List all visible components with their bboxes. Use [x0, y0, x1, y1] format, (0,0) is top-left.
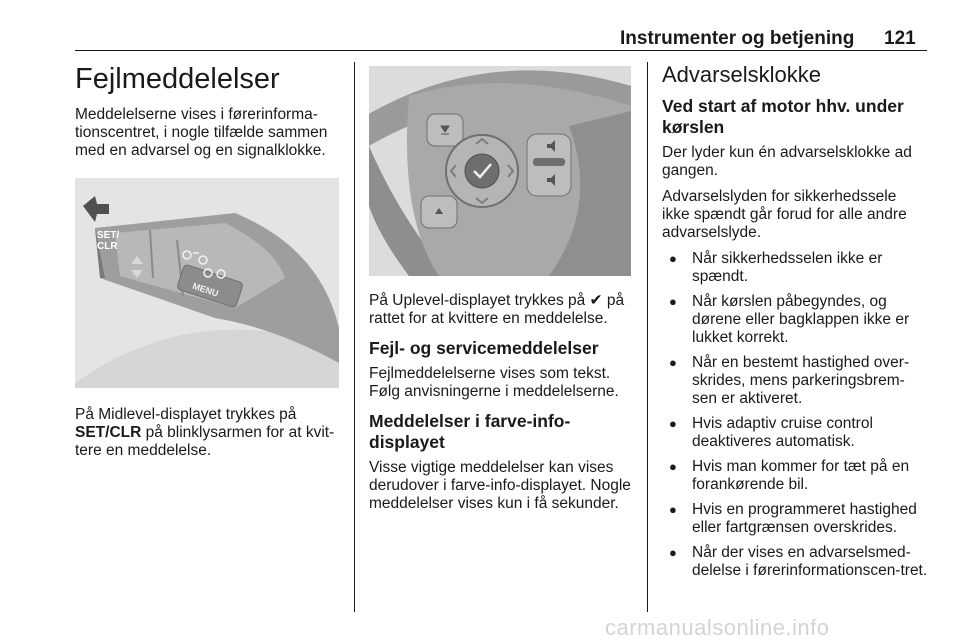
paragraph-fejl-service: Fejlmeddelelserne vises som tekst. Følg anvisningerne i meddelelserne.: [369, 365, 619, 400]
list-item: ● Når sikkerhedsselen ikke er spændt.: [662, 250, 928, 286]
subheading-fejl-service: Fejl- og servicemeddelelser: [369, 338, 599, 358]
page-header-title: Instrumenter og betjening: [620, 28, 855, 49]
stalk-menu-label: MENU: [191, 280, 220, 299]
paragraph-farve-info: Visse vigtige meddelelser kan vises derudover i farve-info-displayet. Nogle meddelelser vises kun i få sekunder.: [369, 459, 631, 512]
turn-signal-stalk-figure: [75, 178, 339, 388]
column-1: [75, 56, 341, 468]
stalk-caption-pre: På Midlevel-displayet trykkes på: [75, 406, 297, 423]
stalk-illustration: [75, 178, 339, 388]
list-item: ● Hvis adaptiv cruise control deaktiveres automatisk.: [662, 415, 928, 451]
steering-wheel-illustration: [369, 66, 631, 276]
stalk-caption-post: på blinklysarmen for at kvit-tere en meddelelse.: [75, 424, 335, 459]
column-2: [369, 56, 633, 521]
page-number: 121: [884, 28, 916, 49]
section-heading-fejlmeddelelser: Fejlmeddelelser: [75, 63, 280, 95]
list-item: ● Når kørslen påbegyndes, og dørene eller bagklappen ikke er lukket korrekt.: [662, 293, 928, 347]
column-3: [662, 56, 928, 587]
stalk-clr-label: CLR: [97, 241, 118, 252]
subheading-farve-info: Meddelelser i farve-info-displayet: [369, 411, 571, 452]
column-rule-left: [354, 62, 355, 612]
stalk-set-label: SET/: [97, 230, 120, 241]
stalk-caption: [75, 406, 341, 460]
stalk-caption-button: SET/CLR: [75, 424, 142, 441]
paragraph-seatbelt-priority: Advarselslyden for sikkerhedssele ikke spændt går forud for alle andre advarselslyde.: [662, 188, 907, 241]
wheel-caption: På Uplevel-displayet trykkes på ✔ på rattet for at kvittere en meddelelse.: [369, 292, 625, 327]
section-heading-advarselsklokke: Advarselsklokke: [662, 62, 821, 87]
header-rule: [75, 50, 927, 51]
column-rule-right: [647, 62, 648, 612]
list-item: ● Hvis en programmeret hastighed eller fartgrænsen overskrides.: [662, 501, 928, 537]
list-item: ● Hvis man kommer for tæt på en forankørende bil.: [662, 458, 928, 494]
list-item: ● Når en bestemt hastighed over-skrides, mens parkeringsbrem-sen er aktiveret.: [662, 354, 928, 408]
footer-watermark: carmanualsonline.info: [605, 615, 830, 640]
steering-wheel-figure: [369, 66, 631, 276]
list-item: ● Når der vises en advarselsmed-delelse i førerinformationscen-tret.: [662, 544, 928, 580]
paragraph-one-chime: Der lyder kun én advarselsklokke ad gangen.: [662, 144, 912, 179]
warning-bullet-list: [662, 250, 928, 580]
subheading-start-motor: Ved start af motor hhv. under kørslen: [662, 96, 904, 137]
intro-paragraph: Meddelelserne vises i førerinforma-tionscentret, i nogle tilfælde sammen med en advarsel og en signalklokke.: [75, 106, 328, 159]
